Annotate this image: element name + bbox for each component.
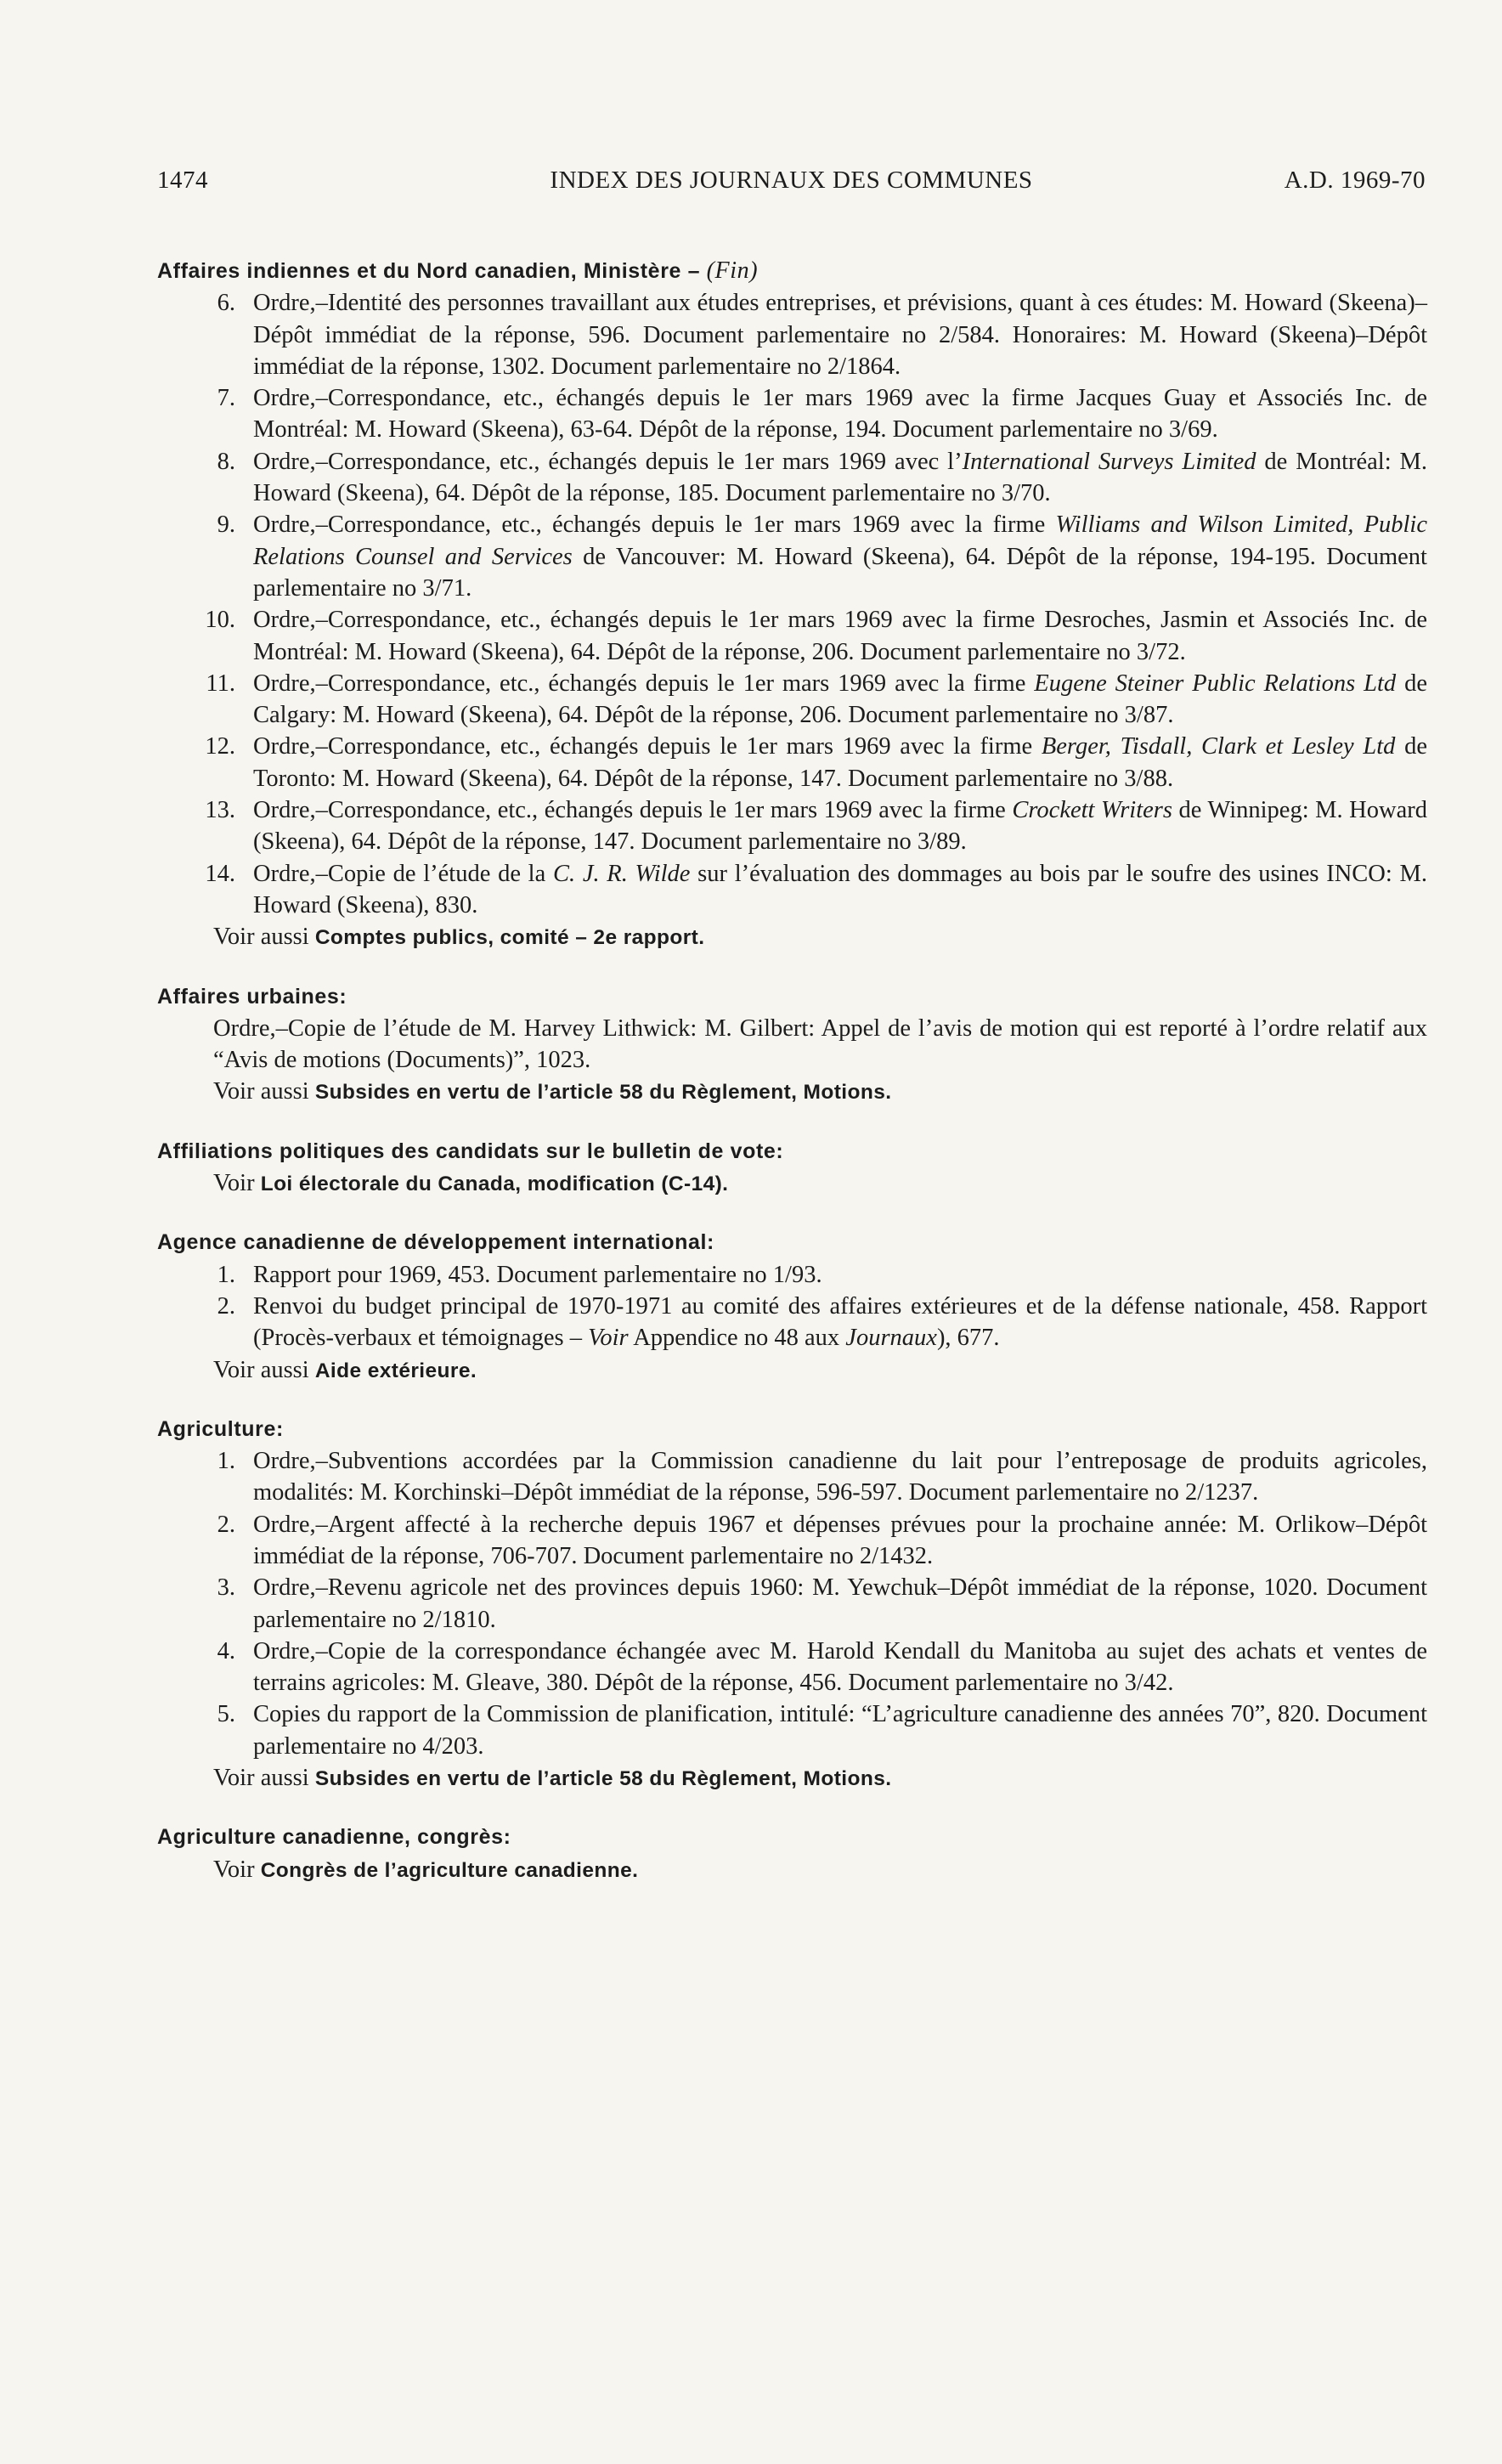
see-also: Voir Loi électorale du Canada, modification (C-14). [213,1170,729,1197]
see-also: Voir aussi Aide extérieure. [213,1356,477,1383]
list-item: 12. Ordre,–Correspondance, etc., échangés depuis le 1er mars 1969 avec la firme Berger, Tisdall, Clark et Lesley Ltd de Toronto: M. Howard (Skeena), 64. Dépôt de la réponse, 147. Document parlementaire no 3/88. [205,733,1427,792]
list-item: 11. Ordre,–Correspondance, etc., échangés depuis le 1er mars 1969 avec la firme Eugene Steiner Public Relations Ltd de Calgary: M. Howard (Skeena), 64. Dépôt de la réponse, 206. Document parlementaire no 3/87. [206,670,1427,729]
page-header [157,167,1426,201]
list-item: 2. Ordre,–Argent affecté à la recherche depuis 1967 et dépenses prévues pour la prochaine année: M. Orlikow–Dépôt immédiat de la réponse, 706-707. Document parlementaire no 2/1432. [217,1511,1427,1569]
cross-reference: Subsides en vertu de l’article 58 du Règlement, Motions. [314,1081,892,1105]
page-title: INDEX DES JOURNAUX DES COMMUNES [550,167,1033,194]
see-also: Voir aussi Subsides en vertu de l’article 58 du Règlement, Motions. [213,1765,892,1792]
cross-reference: Congrès de l’agriculture canadienne. [260,1858,639,1882]
cross-reference: Subsides en vertu de l’article 58 du Règlement, Motions. [314,1767,892,1791]
section-heading: Agriculture: [157,1416,284,1441]
cross-reference: Comptes publics, comité – 2e rapport. [314,926,705,950]
list-item: 6. Ordre,–Identité des personnes travaillant aux études entreprises, et prévisions, quant à ces études: M. Howard (Skeena)–Dépôt immédiat de la réponse, 596. Document parlementaire no 2/584. Honoraires: M. Howard (Skeena)–Dépôt immédiat de la réponse, 1302. Document parlementaire no 2/1864. [217,290,1427,380]
list-item: 1. Ordre,–Subventions accordées par la Commission canadienne du lait pour l’entreposage de produits agricoles, modalités: M. Korchinski–Dépôt immédiat de la réponse, 596-597. Document parlementaire no 2/1237. [217,1448,1427,1506]
list-item: 3. Ordre,–Revenu agricole net des provinces depuis 1960: M. Yewchuk–Dépôt immédiat de la réponse, 1020. Document parlementaire no 2/1810. [217,1574,1427,1633]
list-item: 1. Rapport pour 1969, 453. Document parlementaire no 1/93. [217,1261,822,1288]
section-heading: Affiliations politiques des candidats sur le bulletin de vote: [157,1139,784,1163]
list-item: 4. Ordre,–Copie de la correspondance échangée avec M. Harold Kendall du Manitoba au sujet des achats et ventes de terrains agricoles: M. Gleave, 380. Dépôt de la réponse, 456. Document parlementaire no 3/42. [217,1637,1427,1697]
section-affaires-indiennes [157,255,1427,954]
cross-reference: Loi électorale du Canada, modification (C-14). [260,1173,729,1196]
list-item: 2. Renvoi du budget principal de 1970-1971 au comité des affaires extérieures et de la défense nationale, 458. Rapport (Procès-verbaux et témoignages – Voir Appendice no 48 aux Journaux), 677. [217,1292,1427,1352]
list-item: 10. Ordre,–Correspondance, etc., échangés depuis le 1er mars 1969 avec la firme Desroches, Jasmin et Associés Inc. de Montréal: M. Howard (Skeena), 64. Dépôt de la réponse, 206. Document parlementaire no 3/72. [205,607,1427,665]
section-affiliations-politiques [157,1136,1427,1201]
list-item: 9. Ordre,–Correspondance, etc., échangés depuis le 1er mars 1969 avec la firme Williams and Wilson Limited, Public Relations Counsel and Services de Vancouver: M. Howard (Skeena), 64. Dépôt de la réponse, 194-195. Document parlementaire no 3/71. [217,511,1427,602]
page-date: A.D. 1969-70 [1284,167,1426,194]
section-affaires-urbaines [157,981,1427,1109]
section-heading: Affaires urbaines: [157,984,347,1009]
section-agence-canadienne [157,1227,1427,1386]
list-item: 5. Copies du rapport de la Commission de planification, intitulé: “L’agriculture canadienne des années 70”, 820. Document parlementaire no 4/203. [217,1701,1427,1760]
index-content [157,255,1427,1886]
list-item: 14. Ordre,–Copie de l’étude de la C. J. R. Wilde sur l’évaluation des dommages au bois par le soufre des usines INCO: M. Howard (Skeena), 830. [205,860,1427,918]
see-also: Voir aussi Comptes publics, comité – 2e rapport. [213,924,705,951]
section-heading: Affaires indiennes et du Nord canadien, Ministère – (Fin) [157,257,759,284]
section-agriculture [157,1414,1427,1795]
see-also: Voir Congrès de l’agriculture canadienne. [213,1856,639,1883]
page-number: 1474 [157,167,208,194]
section-agriculture-congres [157,1822,1427,1886]
list-item: 7. Ordre,–Correspondance, etc., échangés depuis le 1er mars 1969 avec la firme Jacques Guay et Associés Inc. de Montréal: M. Howard (Skeena), 63-64. Dépôt de la réponse, 194. Document parlementaire no 3/69. [217,385,1427,444]
see-also: Voir aussi Subsides en vertu de l’article 58 du Règlement, Motions. [213,1078,892,1105]
cross-reference: Aide extérieure. [314,1359,477,1382]
section-heading: Agriculture canadienne, congrès: [157,1825,511,1850]
list-item: Ordre,–Copie de l’étude de M. Harvey Lithwick: M. Gilbert: Appel de l’avis de motion qui est reporté à l’ordre relatif aux “Avis de motions (Documents)”, 1023. [213,1014,1427,1074]
list-item: 13. Ordre,–Correspondance, etc., échangés depuis le 1er mars 1969 avec la firme Crockett Writers de Winnipeg: M. Howard (Skeena), 64. Dépôt de la réponse, 147. Document parlementaire no 3/89. [205,797,1427,856]
list-item: 8. Ordre,–Correspondance, etc., échangés depuis le 1er mars 1969 avec l’International Surveys Limited de Montréal: M. Howard (Skeena), 64. Dépôt de la réponse, 185. Document parlementaire no 3/70. [217,448,1427,507]
section-heading: Agence canadienne de développement international: [157,1230,714,1255]
